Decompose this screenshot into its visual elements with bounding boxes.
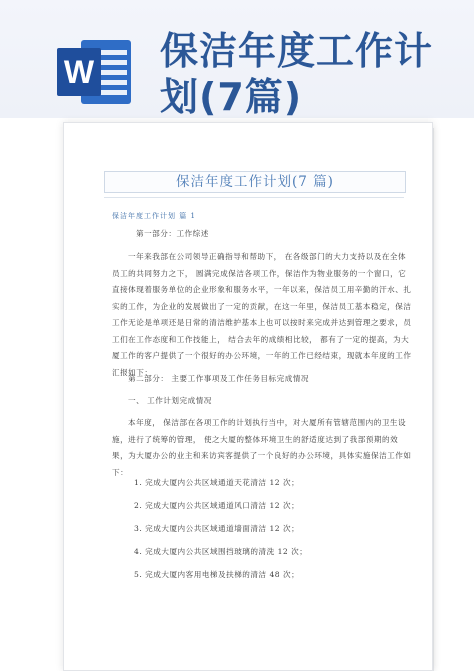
banner: [0, 0, 474, 118]
part2-heading: 第二部分： 主要工作事项及工作任务目标完成情况: [128, 374, 309, 383]
section-subheading: 保洁年度工作计划 篇 1: [112, 212, 196, 220]
document-title-box: [104, 171, 406, 193]
list-item: 2. 完成大厦内公共区域通道风口清洁 12 次；: [134, 501, 300, 510]
page-title: 保洁年度工作计划(7篇): [160, 29, 434, 119]
title-divider: [104, 197, 404, 198]
section1-paragraph: 本年度， 保洁部在各项工作的计划执行当中，对大厦所有管辖范围内的卫生设施，进行了统筹的管理， 使之大厦的整体环境卫生的舒适度达到了我部预期的效果，为大厦办公的业主和来访宾客提供了一个良好的办公环境，具体实施保洁工作如下：: [112, 418, 412, 477]
list-item: 4. 完成大厦内公共区域围挡玻璃的清洗 12 次；: [134, 547, 308, 556]
section1-heading: 一、 工作计划完成情况: [128, 396, 212, 405]
part1-heading: 第一部分：工作综述: [136, 229, 209, 238]
list-item: 3. 完成大厦内公共区域通道墙面清洁 12 次；: [134, 524, 300, 533]
list-item: 5. 完成大厦内客用电梯及扶梯的清洁 48 次；: [134, 570, 300, 579]
svg-text:W: W: [63, 54, 95, 90]
part1-paragraph: 一年来我部在公司领导正确指导和帮助下， 在各级部门的大力支持以及在全体员工的共同努力之下， 圆满完成保洁各项工作，保洁作为物业服务的一个窗口，它直接体现着服务单位的企业形象和服务水平，一年以来，保洁员工用辛勤的汗水、扎实的工作，为企业的发展做出了一定的贡献，在这一年里，保洁员工基本稳定，保洁工作无论是单项还是日常的清洁维护基本上也可以按时来完成并达到管理之要求，员工们在工作态度和工作技能上， 结合去年的成绩相比较， 都有了一定的提高，为大厦工作的客户提供了一个很好的办公环境，一年的工作已经结束，现就本年度的工作汇报如下：: [112, 252, 412, 377]
document-page: [63, 122, 433, 671]
document-title: 保洁年度工作计划(7 篇): [176, 174, 334, 190]
word-icon: [55, 36, 135, 108]
list-item: 1. 完成大厦内公共区域通道天花清洁 12 次；: [134, 478, 300, 487]
